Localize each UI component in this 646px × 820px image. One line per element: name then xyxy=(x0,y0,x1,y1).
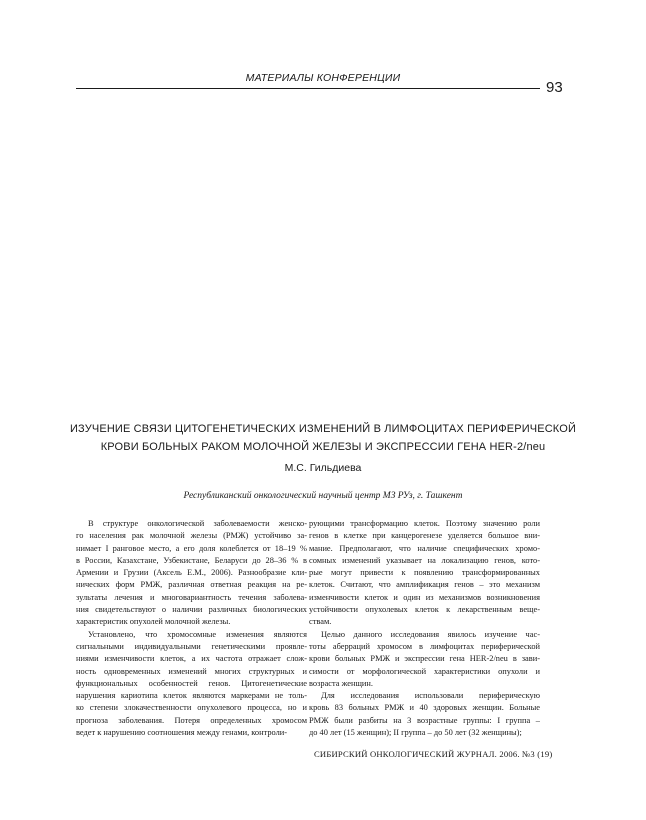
text-line: ность одновременных изменений многих структурных и xyxy=(76,666,307,676)
text-line: в России, Казахстане, Узбекистане, Беларуси до 28–36 % в xyxy=(76,555,307,565)
paragraph xyxy=(76,629,307,740)
text-line: возраста женщин. xyxy=(309,678,373,688)
text-line: до 40 лет (15 женщин); II группа – до 50 лет (32 женщины); xyxy=(309,728,522,738)
text-line: сомных изменений указывает на локализацию генов, кото- xyxy=(309,555,540,565)
text-line: нарушения кариотипа клеток являются маркерами не толь- xyxy=(76,691,307,701)
article-title-line: КРОВИ БОЛЬНЫХ РАКОМ МОЛОЧНОЙ ЖЕЛЕЗЫ И ЭКСПРЕССИИ ГЕНА HER-2/neu xyxy=(100,441,546,453)
article-author: М.С. Гильдиева xyxy=(284,462,362,474)
paragraph xyxy=(309,629,540,690)
text-line: ко степени злокачественности опухолевого процесса, но и xyxy=(76,703,307,713)
paragraph xyxy=(76,518,307,629)
text-line: тоты аберраций хромосом в лимфоцитах периферической xyxy=(309,641,540,651)
header-rule xyxy=(76,88,540,89)
text-line: В структуре онкологической заболеваемости женско- xyxy=(88,519,307,528)
text-line: мание. Предполагают, что наличие специфических хромо- xyxy=(309,543,540,553)
text-line: изменчивости клеток и один из механизмов возникновения xyxy=(309,592,540,602)
article-affiliation: Республиканский онкологический научный центр МЗ РУз, г. Ташкент xyxy=(183,491,463,501)
text-line: зультаты лечения и многовариантность течения заболева- xyxy=(76,592,307,602)
text-line: нимает I ранговое место, а его доля колеблется от 18–19 % xyxy=(76,543,307,553)
text-line: Целью данного исследования явилось изучение час- xyxy=(321,629,540,639)
footer-journal: СИБИРСКИЙ ОНКОЛОГИЧЕСКИЙ ЖУРНАЛ. 2006. №3 (19) xyxy=(314,749,553,759)
article-title xyxy=(60,420,586,456)
text-line: ния свидетельствуют о наличии различных биологических xyxy=(76,605,307,615)
article-title-line: ИЗУЧЕНИЕ СВЯЗИ ЦИТОГЕНЕТИЧЕСКИХ ИЗМЕНЕНИЙ В ЛИМФОЦИТАХ ПЕРИФЕРИЧЕСКОЙ xyxy=(69,423,577,435)
text-line: рующими трансформацию клеток. Поэтому значению роли xyxy=(309,519,540,528)
text-line: ствам. xyxy=(309,617,332,627)
text-line: характеристик опухолей молочной железы. xyxy=(76,617,231,627)
text-line: сигнальными индивидуальными генетическими проявле- xyxy=(76,641,307,651)
text-line: генов в клетке при канцерогенезе уделяется большое вни- xyxy=(309,531,540,541)
text-line: симости от морфологической характеристики опухоли и xyxy=(309,666,540,676)
text-line: ведет к нарушению соотношения между генами, контроли- xyxy=(76,728,288,738)
text-line: кровь 83 больных РМЖ и 40 здоровых женщин. Больные xyxy=(309,703,540,713)
text-line: го населения рак молочной железы (РМЖ) устойчиво за- xyxy=(76,531,307,541)
text-line: прогноза заболевания. Потеря определенных хромосом xyxy=(76,715,307,725)
text-line: рые могут привести к появлению трансформированных xyxy=(309,568,540,578)
paragraph xyxy=(309,690,540,739)
text-line: Для исследования использовали периферическую xyxy=(321,691,540,701)
paragraph xyxy=(309,518,540,629)
text-line: крови больных РМЖ и экспрессии гена HER-2/neu в зави- xyxy=(309,654,540,664)
text-line: Установлено, что хромосомные изменения являются xyxy=(88,629,307,639)
text-line: Армении и Грузии (Аксель Е.М., 2006). Разнообразие кли- xyxy=(76,568,307,578)
text-line: нических форм РМЖ, различная ответная реакция на ре- xyxy=(76,580,307,590)
left-column xyxy=(76,518,307,739)
page-number: 93 xyxy=(546,79,563,96)
text-line: ниями изменчивости клеток, а их частота отражает слож- xyxy=(76,654,307,664)
right-column xyxy=(309,518,540,739)
text-line: устойчивости опухолевых клеток к лекарственным веще- xyxy=(309,605,540,615)
text-line: клеток. Считают, что амплификация генов – это механизм xyxy=(309,580,540,590)
running-header-title: МАТЕРИАЛЫ КОНФЕРЕНЦИИ xyxy=(245,72,401,84)
text-line: функциональных особенностей генов. Цитогенетические xyxy=(76,678,307,688)
text-line: РМЖ были разбиты на 3 возрастные группы: I группа – xyxy=(309,715,540,725)
